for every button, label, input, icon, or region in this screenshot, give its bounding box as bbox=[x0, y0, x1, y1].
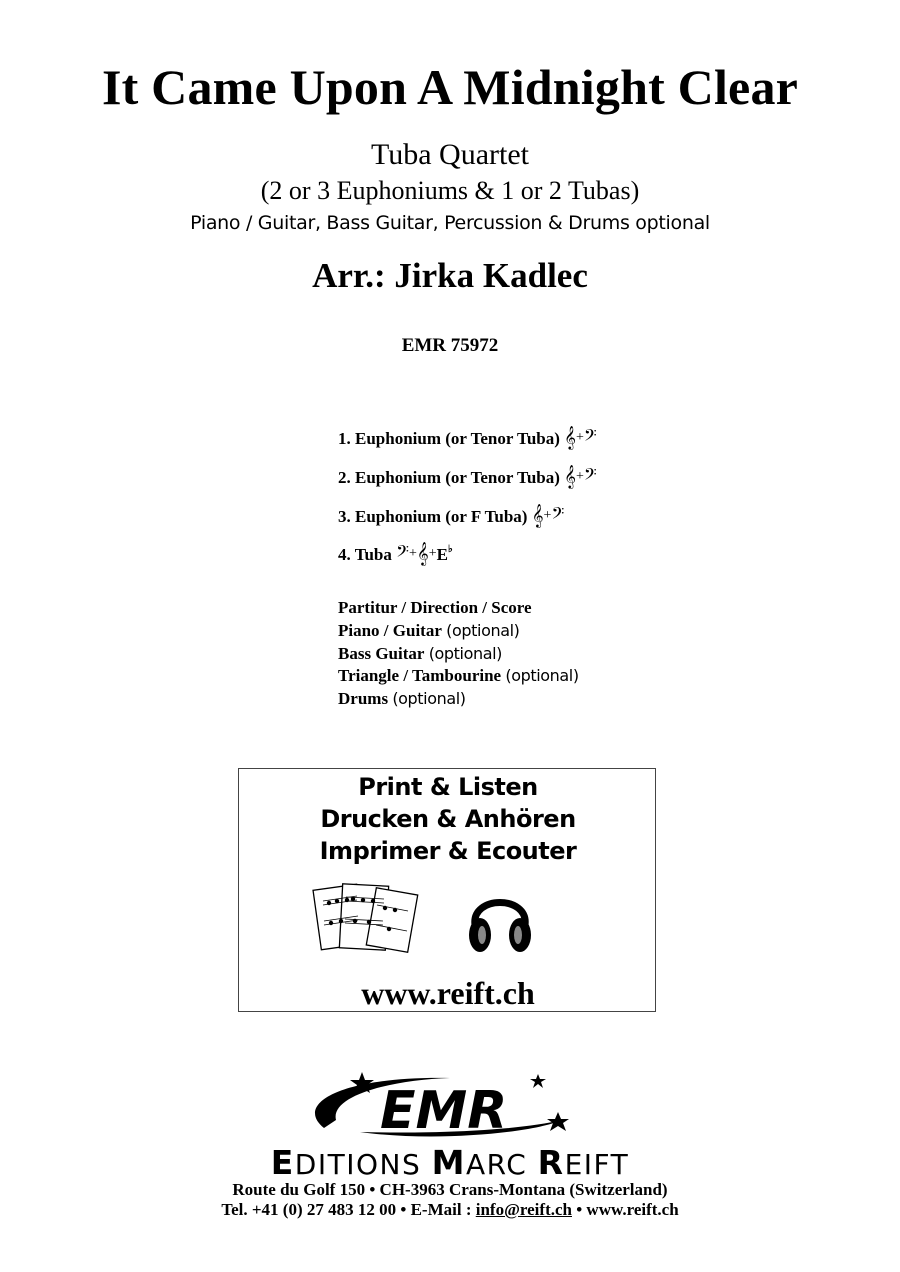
flat-sign: ♭ bbox=[448, 544, 453, 555]
material-item: Bass Guitar (optional) bbox=[338, 644, 503, 663]
plus-sign: + bbox=[428, 546, 437, 561]
part-2 bbox=[338, 464, 597, 488]
promo-line: Drucken & Anhören bbox=[320, 805, 576, 833]
headphones-icon bbox=[465, 881, 535, 959]
material-item: Drums (optional) bbox=[338, 689, 466, 708]
plus-sign: + bbox=[409, 546, 417, 561]
promo-url[interactable]: www.reift.ch bbox=[361, 975, 535, 1011]
treble-clef-icon: 𝄞 bbox=[531, 503, 544, 527]
page-title: It Came Upon A Midnight Clear bbox=[101, 59, 799, 115]
publisher-address: Route du Golf 150 • CH-3963 Crans-Montana (Switzerland) bbox=[232, 1180, 668, 1199]
part-4 bbox=[338, 541, 453, 565]
bass-clef-icon: 𝄢 bbox=[583, 464, 597, 488]
publisher-name: EDITIONS MARC REIFT bbox=[270, 1143, 630, 1182]
promo-line: Imprimer & Ecouter bbox=[319, 837, 577, 865]
bass-clef-icon: 𝄢 bbox=[583, 425, 597, 449]
bass-clef-icon: 𝄢 bbox=[551, 503, 565, 527]
treble-clef-icon: 𝄞 bbox=[564, 425, 576, 449]
print-listen-box bbox=[238, 768, 656, 1012]
sheet-music-icon bbox=[311, 879, 423, 959]
key-letter: E bbox=[436, 545, 448, 564]
part-1 bbox=[338, 425, 597, 449]
plus-sign: + bbox=[575, 430, 584, 445]
treble-clef-icon: 𝄞 bbox=[564, 464, 576, 488]
part-label: 2. Euphonium (or Tenor Tuba) bbox=[338, 468, 560, 487]
subtitle: Tuba Quartet bbox=[370, 138, 530, 171]
plus-sign: + bbox=[575, 469, 584, 484]
material-item: Piano / Guitar (optional) bbox=[338, 621, 520, 640]
web-link[interactable]: • www.reift.ch bbox=[571, 1200, 679, 1219]
part-label: 1. Euphonium (or Tenor Tuba) bbox=[338, 429, 560, 448]
material-item: Partitur / Direction / Score bbox=[338, 598, 532, 617]
part-label: 4. Tuba bbox=[338, 545, 392, 564]
catalog-number: EMR 75972 bbox=[401, 335, 499, 356]
treble-clef-icon: 𝄞 bbox=[416, 541, 429, 565]
logo-text: EMR bbox=[380, 1081, 508, 1141]
plus-sign: + bbox=[543, 508, 552, 523]
promo-line: Print & Listen bbox=[358, 773, 538, 801]
optional-instruments-line: Piano / Guitar, Bass Guitar, Percussion & Drums optional bbox=[190, 212, 710, 234]
arranger: Arr.: Jirka Kadlec bbox=[312, 256, 588, 295]
instrumentation: (2 or 3 Euphoniums & 1 or 2 Tubas) bbox=[260, 176, 640, 205]
email-link[interactable]: info@reift.ch bbox=[475, 1200, 572, 1219]
material-item: Triangle / Tambourine (optional) bbox=[338, 666, 579, 685]
part-3 bbox=[338, 503, 564, 527]
publisher-contact: Tel. +41 (0) 27 483 12 00 • E-Mail : info@reift.ch • www.reift.ch bbox=[221, 1200, 679, 1219]
part-label: 3. Euphonium (or F Tuba) bbox=[338, 507, 528, 526]
bass-clef-icon: 𝄢 bbox=[396, 541, 410, 565]
emr-logo-icon bbox=[300, 1070, 590, 1146]
